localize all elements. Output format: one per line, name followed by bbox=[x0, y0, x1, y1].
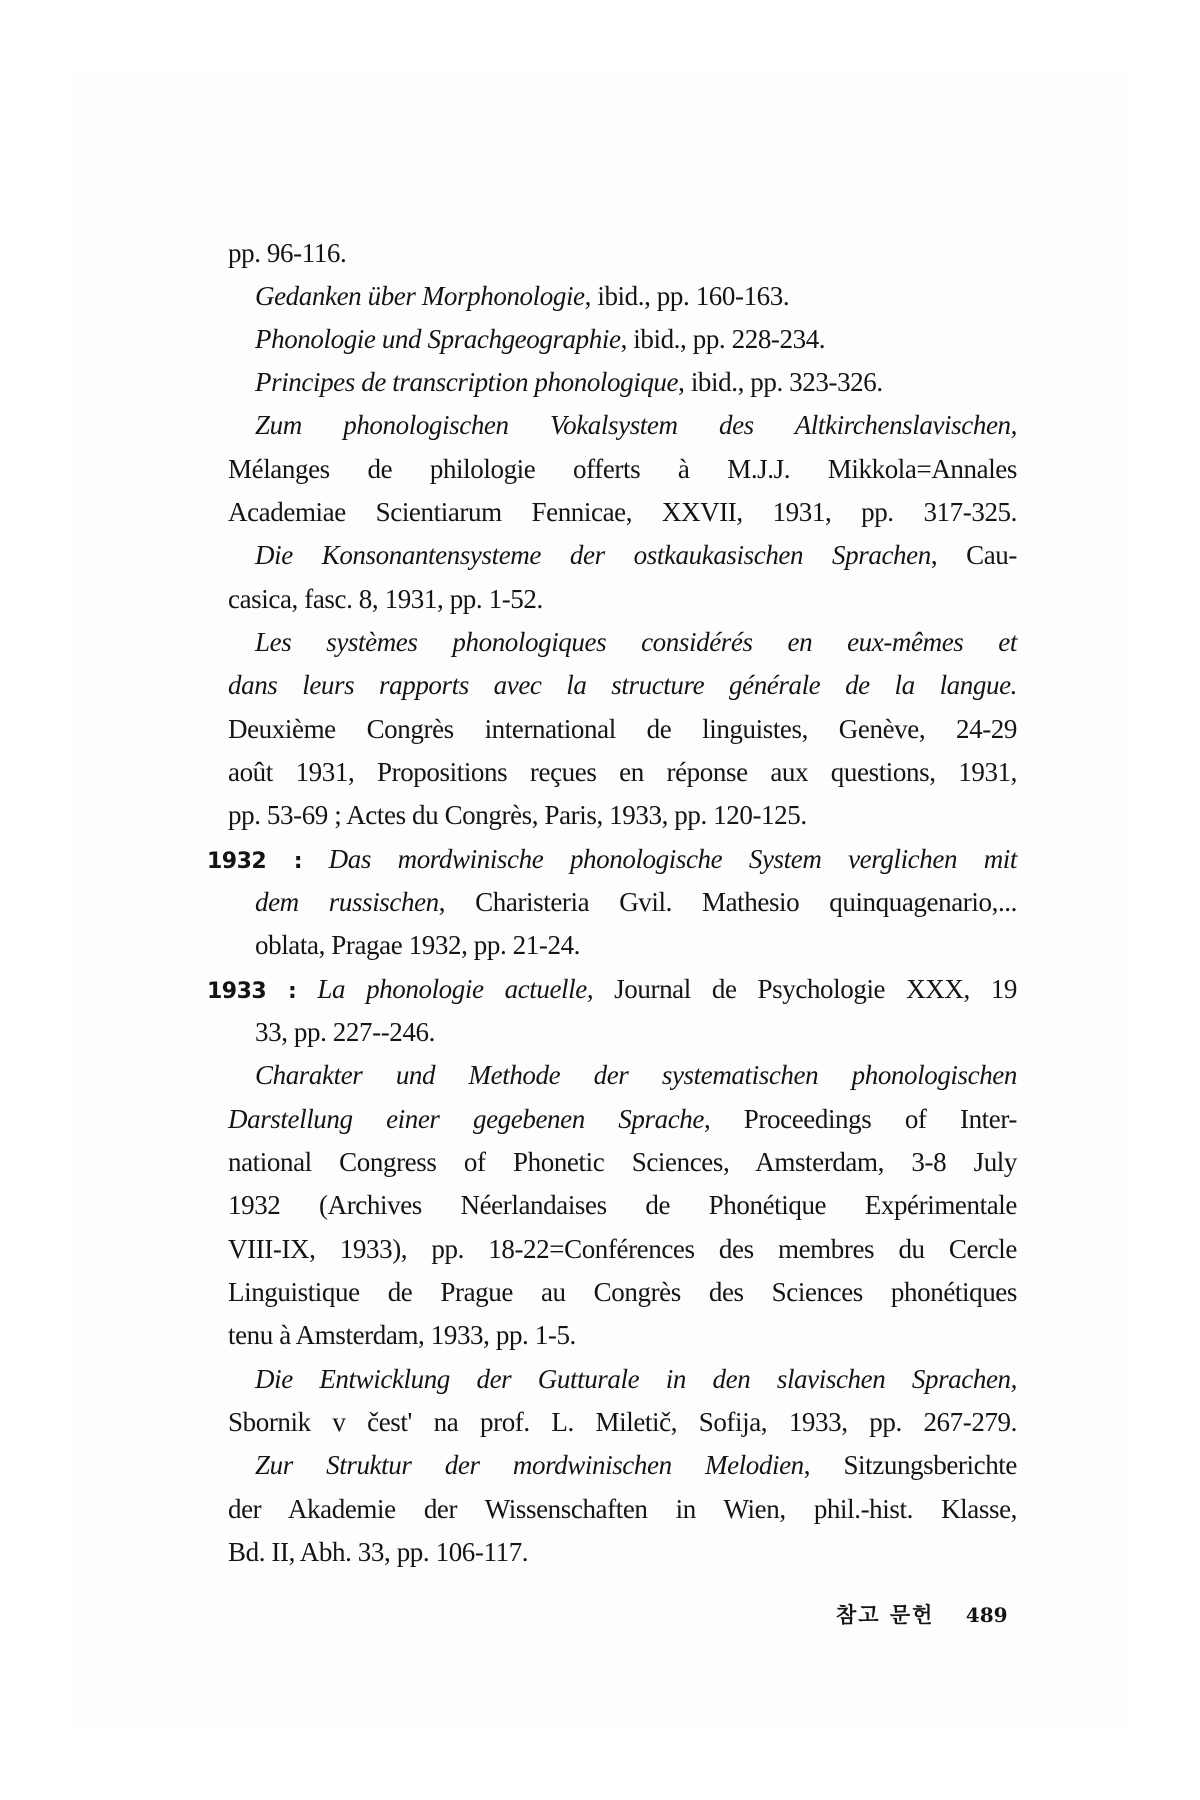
text-line bbox=[255, 881, 1017, 924]
entry-title: Zum phonologischen Vokalsystem des Altkirchenslavischen, bbox=[255, 410, 1017, 440]
text-line bbox=[228, 1184, 1017, 1227]
entry-title: Darstellung einer gegebenen Sprache bbox=[228, 1104, 704, 1134]
line-text: casica, fasc. 8, 1931, pp. 1-52. bbox=[228, 584, 543, 614]
year-entry-line bbox=[207, 838, 1017, 881]
text-line bbox=[228, 1098, 1017, 1141]
line-text: oblata, Pragae 1932, pp. 21-24. bbox=[255, 930, 581, 960]
text-line bbox=[228, 578, 1017, 621]
entry-title: La phonologie actuelle bbox=[317, 974, 587, 1004]
entry-title: Les systèmes phonologiques considérés en eux-mêmes et bbox=[255, 627, 1017, 657]
entry-title: Phonologie und Sprachgeographie bbox=[255, 324, 621, 354]
line-text: 33, pp. 227--246. bbox=[255, 1017, 435, 1047]
line-text: Bd. II, Abh. 33, pp. 106-117. bbox=[228, 1537, 529, 1567]
entry-source: , ibid., pp. 160-163. bbox=[584, 281, 790, 311]
text-line bbox=[255, 1011, 1017, 1054]
text-line bbox=[228, 1401, 1017, 1444]
bibliography-entry-title-line bbox=[255, 404, 1017, 447]
line-text: VIII-IX, 1933), pp. 18-22=Conférences des membres du Cercle bbox=[228, 1234, 1017, 1264]
text-line bbox=[228, 448, 1017, 491]
line-text: pp. 53-69 ; Actes du Congrès, Paris, 1933, pp. 120-125. bbox=[228, 800, 807, 830]
entry-source: , Journal de Psychologie XXX, 19 bbox=[586, 974, 1017, 1004]
text-line bbox=[228, 751, 1017, 794]
bibliography-entry-title-line bbox=[255, 275, 1017, 318]
entry-source: , Proceedings of Inter- bbox=[703, 1104, 1017, 1134]
bibliography-entry-title-line bbox=[255, 1358, 1017, 1401]
text-line bbox=[228, 1271, 1017, 1314]
text-line bbox=[255, 924, 1017, 967]
entry-title: Charakter und Methode der systematischen phonologischen bbox=[255, 1060, 1017, 1090]
bibliography-entry-title-line bbox=[255, 361, 1017, 404]
year-entry-line bbox=[207, 968, 1017, 1011]
text-line bbox=[228, 794, 1017, 837]
entry-source: , Cau- bbox=[930, 540, 1017, 570]
text-line bbox=[228, 491, 1017, 534]
line-text: Linguistique de Prague au Congrès des Sciences phonétiques bbox=[228, 1277, 1017, 1307]
entry-source: , ibid., pp. 323-326. bbox=[678, 367, 883, 397]
text-line bbox=[228, 1228, 1017, 1271]
line-text: août 1931, Propositions reçues en réponse aux questions, 1931, bbox=[228, 757, 1017, 787]
entry-title: dem russischen bbox=[255, 887, 439, 917]
entry-source: , Charisteria Gvil. Mathesio quinquagenario,... bbox=[438, 887, 1017, 917]
bibliography-entry-title-line bbox=[255, 1444, 1017, 1487]
entry-title: Das mordwinische phonologische System verglichen mit bbox=[328, 844, 1017, 874]
entry-title: Die Entwicklung der Gutturale in den slavischen Sprachen, bbox=[255, 1364, 1017, 1394]
line-text: national Congress of Phonetic Sciences, Amsterdam, 3-8 July bbox=[228, 1147, 1017, 1177]
line-text: Mélanges de philologie offerts à M.J.J. Mikkola=Annales bbox=[228, 454, 1017, 484]
text-line bbox=[228, 1531, 1017, 1574]
year-label: 1932 : bbox=[207, 849, 302, 874]
text-line bbox=[228, 664, 1017, 707]
page-number: 489 bbox=[965, 1603, 1008, 1627]
text-line bbox=[228, 708, 1017, 751]
line-text: pp. 96-116. bbox=[228, 238, 347, 268]
entry-source: , ibid., pp. 228-234. bbox=[620, 324, 826, 354]
text-line bbox=[228, 1141, 1017, 1184]
text-line bbox=[228, 1488, 1017, 1531]
line-text: Academiae Scientiarum Fennicae, XXVII, 1931, pp. 317-325. bbox=[228, 497, 1017, 527]
line-text: 1932 (Archives Néerlandaises de Phonétique Expérimentale bbox=[228, 1190, 1017, 1220]
line-text: der Akademie der Wissenschaften in Wien, phil.-hist. Klasse, bbox=[228, 1494, 1017, 1524]
entry-title: Principes de transcription phonologique bbox=[255, 367, 679, 397]
bibliography-entry-title-line bbox=[255, 534, 1017, 577]
entry-source: , Sitzungsberichte bbox=[803, 1450, 1017, 1480]
entry-title: Zur Struktur der mordwinischen Melodien bbox=[255, 1450, 804, 1480]
text-line bbox=[228, 232, 1017, 275]
line-text: Sbornik v čest' na prof. L. Miletič, Sofija, 1933, pp. 267-279. bbox=[228, 1407, 1017, 1437]
entry-title: Die Konsonantensysteme der ostkaukasischen Sprachen bbox=[255, 540, 931, 570]
page-footer bbox=[836, 1600, 1008, 1630]
bibliography-entry-title-line bbox=[255, 621, 1017, 664]
entry-title: dans leurs rapports avec la structure générale de la langue. bbox=[228, 670, 1017, 700]
entry-title: Gedanken über Morphonologie bbox=[255, 281, 585, 311]
year-label: 1933 : bbox=[207, 979, 297, 1004]
text-line bbox=[228, 1314, 1017, 1357]
line-text: Deuxième Congrès international de linguistes, Genève, 24-29 bbox=[228, 714, 1017, 744]
bibliography-entry-title-line bbox=[255, 1054, 1017, 1097]
bibliography-entry-title-line bbox=[255, 318, 1017, 361]
running-footer-section-title: 참고 문헌 bbox=[836, 1603, 935, 1627]
line-text: tenu à Amsterdam, 1933, pp. 1-5. bbox=[228, 1320, 576, 1350]
